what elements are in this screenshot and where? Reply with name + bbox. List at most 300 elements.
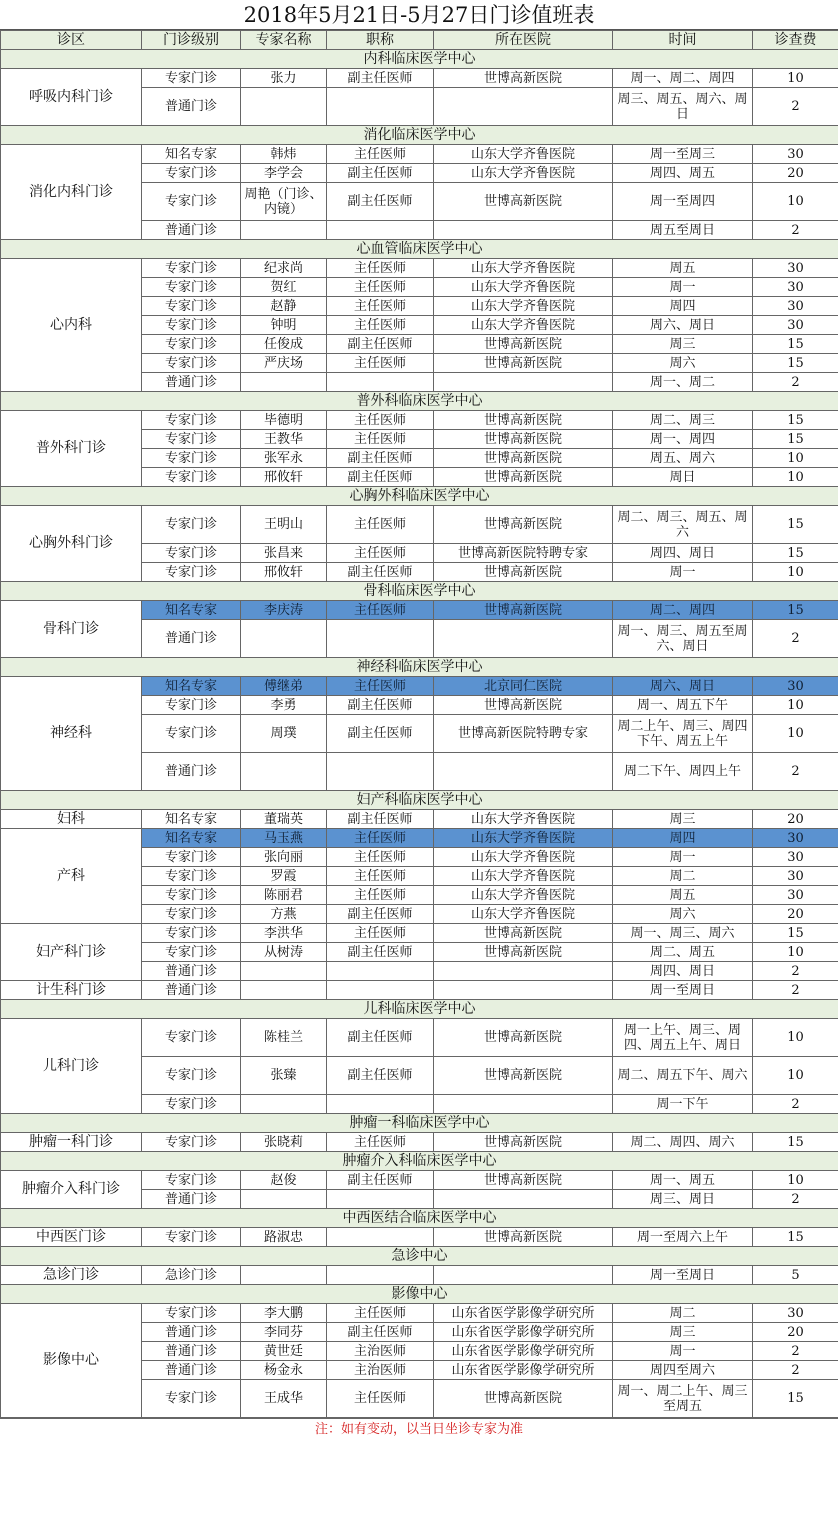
title-cell: 主任医师 (327, 259, 434, 278)
fee-cell: 30 (753, 145, 838, 164)
hospital-cell: 山东大学齐鲁医院 (434, 867, 613, 886)
expert-cell: 邢攸轩 (241, 563, 327, 582)
expert-cell: 董瑞英 (241, 810, 327, 829)
expert-cell: 黄世廷 (241, 1342, 327, 1361)
ward-cell: 肿瘤一科门诊 (1, 1133, 142, 1152)
level-cell: 知名专家 (142, 145, 241, 164)
title-cell: 副主任医师 (327, 715, 434, 753)
table-row (1, 145, 838, 164)
fee-cell: 5 (753, 1266, 838, 1285)
hospital-cell: 世博高新医院 (434, 563, 613, 582)
time-cell: 周六 (613, 354, 753, 373)
title-cell: 副主任医师 (327, 563, 434, 582)
fee-cell: 15 (753, 354, 838, 373)
hospital-cell (434, 981, 613, 1000)
time-cell: 周一至周六上午 (613, 1228, 753, 1247)
page-title: 2018年5月21日-5月27日门诊值班表 (0, 0, 838, 30)
title-cell: 副主任医师 (327, 1057, 434, 1095)
ward-cell: 心胸外科门诊 (1, 506, 142, 582)
expert-cell: 韩炜 (241, 145, 327, 164)
fee-cell: 10 (753, 1019, 838, 1057)
header-title: 职称 (327, 31, 434, 50)
expert-cell: 张臻 (241, 1057, 327, 1095)
table-row (1, 411, 838, 430)
level-cell: 专家门诊 (142, 354, 241, 373)
expert-cell: 毕德明 (241, 411, 327, 430)
fee-cell: 30 (753, 316, 838, 335)
fee-cell: 30 (753, 677, 838, 696)
expert-cell: 邢攸轩 (241, 468, 327, 487)
fee-cell: 10 (753, 449, 838, 468)
hospital-cell: 山东省医学影像学研究所 (434, 1342, 613, 1361)
title-cell: 副主任医师 (327, 905, 434, 924)
hospital-cell: 山东省医学影像学研究所 (434, 1361, 613, 1380)
hospital-cell: 世博高新医院 (434, 506, 613, 544)
level-cell: 普通门诊 (142, 1323, 241, 1342)
time-cell: 周一 (613, 563, 753, 582)
hospital-cell: 世博高新医院 (434, 1057, 613, 1095)
level-cell: 专家门诊 (142, 848, 241, 867)
section-title: 中西医结合临床医学中心 (1, 1209, 838, 1228)
table-row (1, 1228, 838, 1247)
level-cell: 普通门诊 (142, 221, 241, 240)
table-row (1, 1019, 838, 1057)
title-cell: 副主任医师 (327, 1019, 434, 1057)
table-row (1, 506, 838, 544)
level-cell: 专家门诊 (142, 278, 241, 297)
time-cell: 周一、周三、周六 (613, 924, 753, 943)
title-cell: 主任医师 (327, 316, 434, 335)
level-cell: 专家门诊 (142, 1133, 241, 1152)
time-cell: 周一、周二 (613, 373, 753, 392)
hospital-cell (434, 620, 613, 658)
fee-cell: 20 (753, 1323, 838, 1342)
section-row (1, 1209, 838, 1228)
title-cell: 副主任医师 (327, 1323, 434, 1342)
header-hospital: 所在医院 (434, 31, 613, 50)
title-cell: 主任医师 (327, 601, 434, 620)
hospital-cell: 世博高新医院 (434, 696, 613, 715)
expert-cell (241, 373, 327, 392)
level-cell: 普通门诊 (142, 753, 241, 791)
section-row (1, 1000, 838, 1019)
time-cell: 周一、周三、周五至周六、周日 (613, 620, 753, 658)
expert-cell: 李大鹏 (241, 1304, 327, 1323)
hospital-cell: 山东省医学影像学研究所 (434, 1323, 613, 1342)
level-cell: 专家门诊 (142, 1380, 241, 1418)
fee-cell: 2 (753, 1095, 838, 1114)
expert-cell (241, 620, 327, 658)
time-cell: 周四 (613, 829, 753, 848)
expert-cell: 贺红 (241, 278, 327, 297)
level-cell: 专家门诊 (142, 316, 241, 335)
fee-cell: 10 (753, 943, 838, 962)
hospital-cell: 世博高新医院 (434, 430, 613, 449)
title-cell: 主任医师 (327, 829, 434, 848)
time-cell: 周五 (613, 259, 753, 278)
title-cell (327, 1228, 434, 1247)
level-cell: 专家门诊 (142, 506, 241, 544)
time-cell: 周一至周日 (613, 1266, 753, 1285)
time-cell: 周六、周日 (613, 316, 753, 335)
fee-cell: 15 (753, 544, 838, 563)
hospital-cell: 山东大学齐鲁医院 (434, 810, 613, 829)
hospital-cell: 世博高新医院特聘专家 (434, 544, 613, 563)
hospital-cell: 世博高新医院 (434, 69, 613, 88)
table-row (1, 924, 838, 943)
time-cell: 周三 (613, 335, 753, 354)
section-title: 内科临床医学中心 (1, 50, 838, 69)
time-cell: 周一 (613, 278, 753, 297)
ward-cell: 肿瘤介入科门诊 (1, 1171, 142, 1209)
title-cell: 主治医师 (327, 1361, 434, 1380)
level-cell: 知名专家 (142, 677, 241, 696)
title-cell: 主任医师 (327, 1380, 434, 1418)
title-cell (327, 88, 434, 126)
section-row (1, 50, 838, 69)
level-cell: 知名专家 (142, 810, 241, 829)
time-cell: 周一至周四 (613, 183, 753, 221)
schedule-table (0, 30, 838, 1418)
title-cell (327, 1095, 434, 1114)
title-cell: 主任医师 (327, 1133, 434, 1152)
title-cell: 主任医师 (327, 430, 434, 449)
title-cell: 副主任医师 (327, 696, 434, 715)
title-cell: 副主任医师 (327, 1171, 434, 1190)
fee-cell: 30 (753, 829, 838, 848)
time-cell: 周一 (613, 1342, 753, 1361)
expert-cell: 罗霞 (241, 867, 327, 886)
time-cell: 周一上午、周三、周四、周五上午、周日 (613, 1019, 753, 1057)
section-row (1, 1114, 838, 1133)
section-row (1, 126, 838, 145)
title-cell (327, 962, 434, 981)
table-row (1, 601, 838, 620)
table-row (1, 810, 838, 829)
level-cell: 专家门诊 (142, 1304, 241, 1323)
title-cell: 副主任医师 (327, 449, 434, 468)
title-cell: 主任医师 (327, 411, 434, 430)
title-cell: 主任医师 (327, 145, 434, 164)
level-cell: 专家门诊 (142, 696, 241, 715)
section-row (1, 582, 838, 601)
fee-cell: 10 (753, 69, 838, 88)
fee-cell: 15 (753, 506, 838, 544)
hospital-cell: 世博高新医院特聘专家 (434, 715, 613, 753)
time-cell: 周一、周四 (613, 430, 753, 449)
hospital-cell: 世博高新医院 (434, 354, 613, 373)
ward-cell: 急诊门诊 (1, 1266, 142, 1285)
level-cell: 普通门诊 (142, 1361, 241, 1380)
title-cell (327, 1190, 434, 1209)
expert-cell (241, 1266, 327, 1285)
expert-cell: 张晓莉 (241, 1133, 327, 1152)
hospital-cell (434, 1266, 613, 1285)
table-row (1, 1133, 838, 1152)
level-cell: 专家门诊 (142, 1171, 241, 1190)
fee-cell: 30 (753, 886, 838, 905)
expert-cell: 陈桂兰 (241, 1019, 327, 1057)
fee-cell: 30 (753, 259, 838, 278)
expert-cell (241, 221, 327, 240)
level-cell: 专家门诊 (142, 297, 241, 316)
level-cell: 普通门诊 (142, 88, 241, 126)
expert-cell: 杨金永 (241, 1361, 327, 1380)
hospital-cell: 山东大学齐鲁医院 (434, 164, 613, 183)
expert-cell: 赵静 (241, 297, 327, 316)
section-title: 心血管临床医学中心 (1, 240, 838, 259)
level-cell: 知名专家 (142, 829, 241, 848)
header-fee: 诊查费 (753, 31, 838, 50)
level-cell: 专家门诊 (142, 886, 241, 905)
header-level: 门诊级别 (142, 31, 241, 50)
fee-cell: 30 (753, 278, 838, 297)
title-cell: 主任医师 (327, 924, 434, 943)
fee-cell: 30 (753, 867, 838, 886)
section-title: 肿瘤介入科临床医学中心 (1, 1152, 838, 1171)
section-row (1, 240, 838, 259)
header-row (1, 31, 838, 50)
header-expert: 专家名称 (241, 31, 327, 50)
expert-cell: 李洪华 (241, 924, 327, 943)
hospital-cell: 世博高新医院 (434, 335, 613, 354)
expert-cell: 王明山 (241, 506, 327, 544)
section-title: 影像中心 (1, 1285, 838, 1304)
time-cell: 周二下午、周四上午 (613, 753, 753, 791)
fee-cell: 15 (753, 1380, 838, 1418)
title-cell: 副主任医师 (327, 943, 434, 962)
fee-cell: 30 (753, 297, 838, 316)
time-cell: 周一、周五 (613, 1171, 753, 1190)
title-cell: 主任医师 (327, 848, 434, 867)
section-row (1, 1285, 838, 1304)
ward-cell: 儿科门诊 (1, 1019, 142, 1114)
expert-cell: 张军永 (241, 449, 327, 468)
footer-note: 注：如有变动，以当日坐诊专家为准 (0, 1418, 838, 1441)
time-cell: 周二 (613, 867, 753, 886)
fee-cell: 10 (753, 183, 838, 221)
level-cell: 专家门诊 (142, 1019, 241, 1057)
level-cell: 普通门诊 (142, 962, 241, 981)
expert-cell: 李庆涛 (241, 601, 327, 620)
section-row (1, 1152, 838, 1171)
expert-cell (241, 981, 327, 1000)
expert-cell: 李同芬 (241, 1323, 327, 1342)
fee-cell: 2 (753, 1190, 838, 1209)
expert-cell: 方燕 (241, 905, 327, 924)
section-title: 普外科临床医学中心 (1, 392, 838, 411)
hospital-cell: 北京同仁医院 (434, 677, 613, 696)
hospital-cell: 世博高新医院 (434, 1019, 613, 1057)
time-cell: 周一下午 (613, 1095, 753, 1114)
level-cell: 专家门诊 (142, 924, 241, 943)
expert-cell: 纪求尚 (241, 259, 327, 278)
fee-cell: 10 (753, 715, 838, 753)
fee-cell: 15 (753, 1228, 838, 1247)
hospital-cell: 世博高新医院 (434, 1228, 613, 1247)
section-title: 消化临床医学中心 (1, 126, 838, 145)
time-cell: 周二 (613, 1304, 753, 1323)
fee-cell: 10 (753, 1057, 838, 1095)
hospital-cell: 世博高新医院 (434, 1133, 613, 1152)
expert-cell: 周璞 (241, 715, 327, 753)
expert-cell (241, 88, 327, 126)
table-row (1, 677, 838, 696)
title-cell: 副主任医师 (327, 468, 434, 487)
hospital-cell (434, 1095, 613, 1114)
title-cell: 副主任医师 (327, 335, 434, 354)
ward-cell: 计生科门诊 (1, 981, 142, 1000)
expert-cell (241, 1095, 327, 1114)
hospital-cell: 世博高新医院 (434, 411, 613, 430)
section-title: 骨科临床医学中心 (1, 582, 838, 601)
table-row (1, 1266, 838, 1285)
title-cell: 副主任医师 (327, 69, 434, 88)
fee-cell: 10 (753, 1171, 838, 1190)
level-cell: 专家门诊 (142, 468, 241, 487)
title-cell (327, 373, 434, 392)
fee-cell: 2 (753, 221, 838, 240)
level-cell: 专家门诊 (142, 183, 241, 221)
expert-cell: 张昌来 (241, 544, 327, 563)
hospital-cell (434, 753, 613, 791)
time-cell: 周一、周五下午 (613, 696, 753, 715)
time-cell: 周一至周日 (613, 981, 753, 1000)
expert-cell: 赵俊 (241, 1171, 327, 1190)
time-cell: 周六、周日 (613, 677, 753, 696)
title-cell: 主治医师 (327, 1342, 434, 1361)
time-cell: 周五 (613, 886, 753, 905)
fee-cell: 10 (753, 563, 838, 582)
level-cell: 普通门诊 (142, 1342, 241, 1361)
time-cell: 周一至周三 (613, 145, 753, 164)
title-cell: 主任医师 (327, 867, 434, 886)
expert-cell: 路淑忠 (241, 1228, 327, 1247)
title-cell: 主任医师 (327, 506, 434, 544)
expert-cell: 李学会 (241, 164, 327, 183)
level-cell: 普通门诊 (142, 373, 241, 392)
hospital-cell: 世博高新医院 (434, 943, 613, 962)
level-cell: 普通门诊 (142, 1190, 241, 1209)
title-cell (327, 620, 434, 658)
fee-cell: 20 (753, 164, 838, 183)
table-row (1, 69, 838, 88)
hospital-cell: 世博高新医院 (434, 468, 613, 487)
time-cell: 周一、周二上午、周三至周五 (613, 1380, 753, 1418)
hospital-cell (434, 88, 613, 126)
hospital-cell: 山东大学齐鲁医院 (434, 259, 613, 278)
hospital-cell (434, 1190, 613, 1209)
expert-cell (241, 1190, 327, 1209)
fee-cell: 20 (753, 905, 838, 924)
title-cell: 主任医师 (327, 544, 434, 563)
fee-cell: 15 (753, 411, 838, 430)
hospital-cell: 山东大学齐鲁医院 (434, 145, 613, 164)
title-cell (327, 981, 434, 1000)
hospital-cell (434, 221, 613, 240)
time-cell: 周二、周四、周六 (613, 1133, 753, 1152)
time-cell: 周一、周二、周四 (613, 69, 753, 88)
level-cell: 专家门诊 (142, 1228, 241, 1247)
ward-cell: 妇科 (1, 810, 142, 829)
time-cell: 周四至周六 (613, 1361, 753, 1380)
level-cell: 专家门诊 (142, 905, 241, 924)
title-cell: 主任医师 (327, 278, 434, 297)
level-cell: 专家门诊 (142, 259, 241, 278)
time-cell: 周四 (613, 297, 753, 316)
hospital-cell: 山东大学齐鲁医院 (434, 905, 613, 924)
expert-cell: 任俊成 (241, 335, 327, 354)
fee-cell: 15 (753, 335, 838, 354)
fee-cell: 2 (753, 962, 838, 981)
expert-cell (241, 962, 327, 981)
time-cell: 周二、周五下午、周六 (613, 1057, 753, 1095)
level-cell: 专家门诊 (142, 69, 241, 88)
ward-cell: 神经科 (1, 677, 142, 791)
hospital-cell: 山东大学齐鲁医院 (434, 297, 613, 316)
fee-cell: 30 (753, 1304, 838, 1323)
expert-cell: 马玉燕 (241, 829, 327, 848)
fee-cell: 2 (753, 753, 838, 791)
expert-cell: 王成华 (241, 1380, 327, 1418)
fee-cell: 10 (753, 468, 838, 487)
hospital-cell: 世博高新医院 (434, 1380, 613, 1418)
title-cell: 副主任医师 (327, 183, 434, 221)
title-cell: 副主任医师 (327, 810, 434, 829)
time-cell: 周五、周六 (613, 449, 753, 468)
expert-cell: 从树涛 (241, 943, 327, 962)
time-cell: 周三 (613, 810, 753, 829)
hospital-cell: 山东省医学影像学研究所 (434, 1304, 613, 1323)
expert-cell: 傅继弟 (241, 677, 327, 696)
title-cell: 主任医师 (327, 297, 434, 316)
fee-cell: 2 (753, 1342, 838, 1361)
section-title: 妇产科临床医学中心 (1, 791, 838, 810)
ward-cell: 产科 (1, 829, 142, 924)
expert-cell: 张向丽 (241, 848, 327, 867)
time-cell: 周三 (613, 1323, 753, 1342)
title-cell (327, 1266, 434, 1285)
hospital-cell (434, 373, 613, 392)
ward-cell: 妇产科门诊 (1, 924, 142, 981)
expert-cell: 陈丽君 (241, 886, 327, 905)
expert-cell: 李勇 (241, 696, 327, 715)
fee-cell: 10 (753, 696, 838, 715)
time-cell: 周二、周三 (613, 411, 753, 430)
fee-cell: 2 (753, 620, 838, 658)
section-title: 肿瘤一科临床医学中心 (1, 1114, 838, 1133)
time-cell: 周四、周五 (613, 164, 753, 183)
expert-cell: 严庆场 (241, 354, 327, 373)
ward-cell: 影像中心 (1, 1304, 142, 1418)
level-cell: 知名专家 (142, 601, 241, 620)
time-cell: 周三、周日 (613, 1190, 753, 1209)
level-cell: 专家门诊 (142, 449, 241, 468)
section-title: 心胸外科临床医学中心 (1, 487, 838, 506)
section-row (1, 791, 838, 810)
level-cell: 专家门诊 (142, 544, 241, 563)
hospital-cell: 世博高新医院 (434, 449, 613, 468)
time-cell: 周三、周五、周六、周日 (613, 88, 753, 126)
section-row (1, 487, 838, 506)
level-cell: 专家门诊 (142, 164, 241, 183)
expert-cell (241, 753, 327, 791)
section-title: 神经科临床医学中心 (1, 658, 838, 677)
title-cell: 主任医师 (327, 1304, 434, 1323)
hospital-cell: 山东大学齐鲁医院 (434, 829, 613, 848)
fee-cell: 2 (753, 88, 838, 126)
time-cell: 周二、周四 (613, 601, 753, 620)
